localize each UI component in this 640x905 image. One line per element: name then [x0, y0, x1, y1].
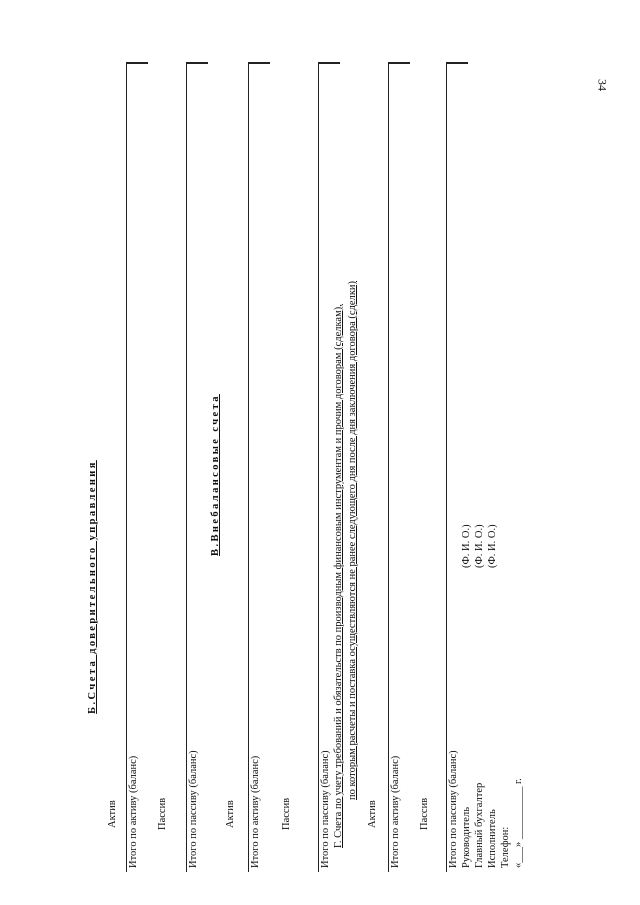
row-b-liability: Пассив [157, 797, 168, 830]
row-g-liability: Пассив [419, 797, 430, 830]
row-v-liability: Пассив [281, 797, 292, 830]
row-g-asset-total: Итого по активу (баланс) [390, 755, 401, 868]
row-line [186, 64, 187, 872]
signature-name-placeholder-3: (Ф. И. О.) [487, 524, 498, 568]
signature-phone-label: Телефон: [500, 826, 511, 868]
row-end-bar [186, 63, 208, 65]
signature-name-placeholder-1: (Ф. И. О.) [461, 524, 472, 568]
signature-name-placeholder-2: (Ф. И. О.) [474, 524, 485, 568]
row-v-asset: Актив [225, 800, 236, 828]
row-v-asset-total: Итого по активу (баланс) [250, 755, 261, 868]
section-b-title: Б.Счета доверительного управления [87, 460, 98, 714]
row-b-liability-total: Итого по пассиву (баланс) [188, 750, 199, 868]
row-line [126, 64, 127, 872]
signature-executor-label: Исполнитель [487, 809, 498, 868]
section-g-title-line2: по которым расчеты и поставка осуществляются не ранее следующего дня после дня заключения договора (сделки) [347, 280, 358, 800]
row-end-bar [318, 63, 340, 65]
page-number-text: 34 [595, 79, 610, 91]
row-end-bar [446, 63, 468, 65]
row-g-liability-total: Итого по пассиву (баланс) [448, 750, 459, 868]
row-end-bar [248, 63, 270, 65]
page-number [592, 70, 612, 100]
row-g-asset: Актив [367, 800, 378, 828]
row-b-asset-total: Итого по активу (баланс) [128, 755, 139, 868]
row-line [388, 64, 389, 872]
row-line [446, 64, 447, 872]
row-v-liability-total: Итого по пассиву (баланс) [320, 750, 331, 868]
row-b-asset: Актив [107, 800, 118, 828]
row-line [248, 64, 249, 872]
report-form-rotated [82, 42, 532, 872]
signature-chief-accountant-label: Главный бухгалтер [474, 782, 485, 868]
section-g-title-line1: Г. Счета по учету требований и обязательств по производным финансовым инструментам и прочим договорам (сделкам), [333, 304, 344, 848]
signature-head-label: Руководитель [461, 807, 472, 868]
row-end-bar [126, 63, 148, 65]
signature-date-line: «___» __________ г. [513, 778, 524, 868]
row-line [318, 64, 319, 872]
row-end-bar [388, 63, 410, 65]
section-v-title: В.Внебалансовые счета [210, 394, 221, 556]
